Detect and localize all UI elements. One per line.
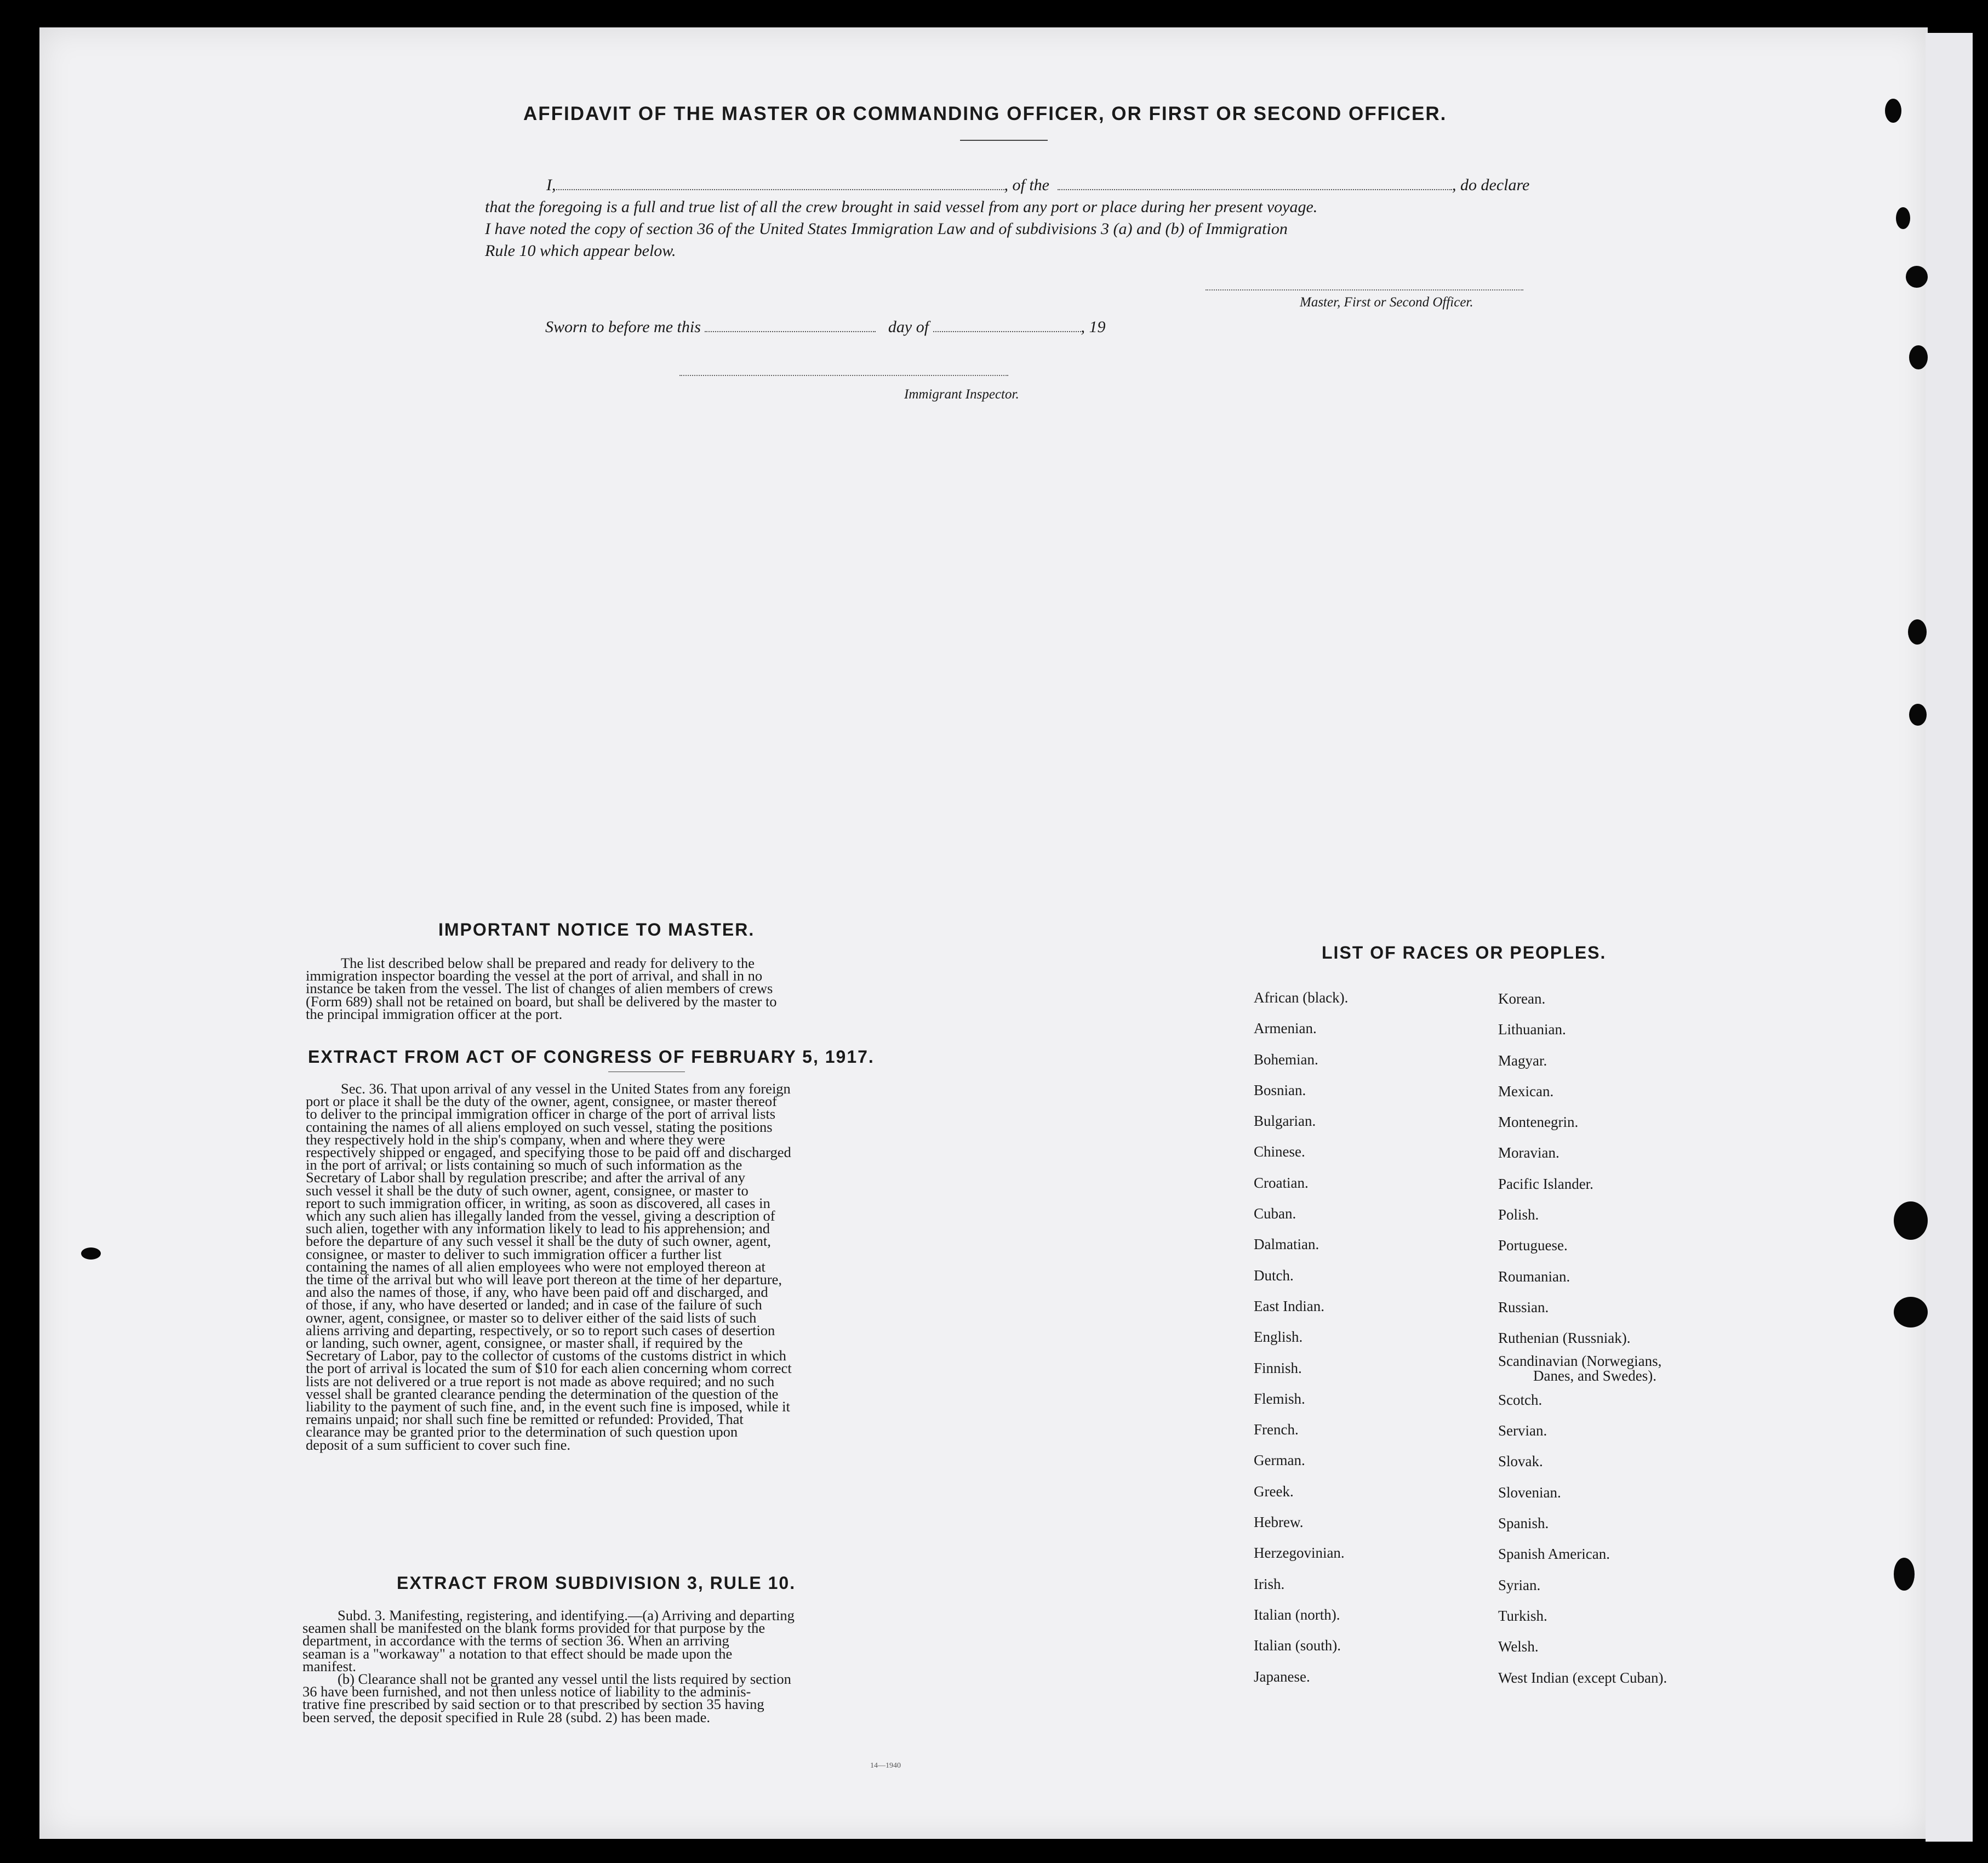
race-item: English.	[1254, 1329, 1303, 1346]
race-item: Dalmatian.	[1254, 1236, 1319, 1253]
extract-act-text	[306, 1080, 948, 1453]
race-item: Scandinavian (Norwegians, Danes, and Swedes).	[1498, 1352, 1662, 1384]
notice-line: The list described below shall be prepared and ready for delivery to the	[341, 955, 755, 971]
act-line: liability to the payment of such fine, and, in the event such fine is imposed, while it	[306, 1398, 790, 1415]
binder-hole-2	[1906, 266, 1928, 288]
race-item: Cuban.	[1254, 1205, 1296, 1222]
race-item: Montenegrin.	[1498, 1114, 1579, 1131]
race-item: Moravian.	[1498, 1144, 1559, 1161]
month-field[interactable]	[933, 331, 1081, 332]
affidavit-text	[485, 174, 1545, 262]
race-item: French.	[1254, 1421, 1299, 1438]
race-item: Mexican.	[1498, 1083, 1554, 1099]
act-line: in the port of arrival; or lists containing so much of such information as the	[306, 1156, 742, 1173]
race-item: Lithuanian.	[1498, 1021, 1566, 1038]
act-line: to deliver to the principal immigration officer in charge of the port of arrival lists	[306, 1106, 776, 1123]
race-item: Korean.	[1498, 990, 1546, 1007]
race-item: Servian.	[1498, 1422, 1547, 1439]
form-number: 14—1940	[870, 1762, 901, 1770]
master-signature-line[interactable]	[1206, 289, 1523, 290]
race-item: Finnish.	[1254, 1359, 1302, 1376]
year-label: , 19	[1081, 318, 1106, 336]
act-line: which any such alien has illegally landed from the vessel, giving a description of	[306, 1207, 775, 1224]
binder-hole-3	[1909, 345, 1928, 369]
race-item: Italian (south).	[1254, 1637, 1341, 1654]
race-item: Spanish.	[1498, 1515, 1549, 1532]
notice-line: the principal immigration officer at the port.	[306, 1005, 563, 1022]
rule-line: seaman is a "workaway" a notation to that effect should be made upon the	[302, 1645, 733, 1662]
binder-hole-6	[1894, 1201, 1928, 1240]
race-item: Syrian.	[1498, 1576, 1541, 1593]
act-line: owner, agent, consignee, or master so to deliver either of the said lists of such	[306, 1309, 757, 1326]
race-item: Roumanian.	[1498, 1268, 1570, 1285]
act-line: report to such immigration officer, in writing, as soon as discovered, all cases in	[306, 1194, 770, 1211]
affidavit-line-1	[485, 174, 1545, 196]
binder-hole-1	[1896, 207, 1910, 229]
race-item: Irish.	[1254, 1575, 1285, 1592]
race-item: West Indian (except Cuban).	[1498, 1669, 1667, 1686]
race-item: Hebrew.	[1254, 1514, 1304, 1531]
affidavit-line-2: that the foregoing is a full and true list of all the crew brought in said vessel from any port or place during her present voyage.	[485, 198, 1318, 216]
act-line: port or place it shall be the duty of the owner, agent, consignee, or master thereof	[306, 1093, 777, 1110]
rule-line: manifest.	[302, 1657, 356, 1674]
race-item: Portuguese.	[1498, 1237, 1568, 1254]
act-line: lists are not delivered or a true report is not made as above required; and no such	[306, 1372, 775, 1389]
affidavit-line-3: I have noted the copy of section 36 of the United States Immigration Law and of subdivisions 3 (a) and (b) of Immigration	[485, 220, 1288, 238]
inspector-label: Immigrant Inspector.	[904, 387, 1019, 402]
act-line: aliens arriving and departing, respectively, or so to report such cases of desertion	[306, 1321, 775, 1338]
vessel-field[interactable]	[1058, 189, 1452, 190]
race-item: Spanish American.	[1498, 1546, 1610, 1563]
act-line: respectively shipped or engaged, and specifying those to be paid off and discharged	[306, 1144, 791, 1161]
race-item: Bosnian.	[1254, 1081, 1306, 1098]
day-of-label: day of	[888, 318, 929, 336]
act-line: clearance may be granted prior to the determination of such question upon	[306, 1423, 738, 1440]
rule-line: 36 have been furnished, and not then unless notice of liability to the adminis-	[302, 1683, 751, 1700]
race-item: Chinese.	[1254, 1143, 1305, 1160]
page-edge	[1926, 33, 1973, 1842]
punch-mark	[81, 1247, 101, 1260]
act-line: vessel shall be granted clearance pending the determination of the question of the	[306, 1385, 779, 1402]
extract-rule-heading: EXTRACT FROM SUBDIVISION 3, RULE 10.	[397, 1573, 796, 1593]
notice-line: instance be taken from the vessel. The list of changes of alien members of crews	[306, 980, 773, 997]
act-line: Secretary of Labor, pay to the collector of customs of the customs district in which	[306, 1347, 786, 1364]
sworn-label: Sworn to before me this	[545, 318, 701, 336]
race-item: Dutch.	[1254, 1267, 1294, 1284]
act-line: consignee, or master to deliver to such immigration officer a further list	[306, 1245, 722, 1262]
rule-line: been served, the deposit specified in Rule 28 (subd. 2) has been made.	[302, 1708, 710, 1725]
rule-line: seamen shall be manifested on the blank forms provided for that purpose by the	[302, 1620, 766, 1637]
race-item: Scotch.	[1498, 1391, 1543, 1408]
race-item: Turkish.	[1498, 1607, 1547, 1624]
race-item: Polish.	[1498, 1206, 1539, 1223]
extract-rule-text	[302, 1609, 947, 1724]
binder-hole-7	[1894, 1297, 1928, 1328]
act-line: of those, if any, who have deserted or landed; and in case of the failure of such	[306, 1296, 762, 1313]
race-item: Bohemian.	[1254, 1051, 1318, 1068]
notice-text	[306, 957, 948, 1021]
binder-hole-5	[1909, 704, 1927, 726]
race-item: Japanese.	[1254, 1668, 1310, 1685]
race-item: Slovak.	[1498, 1453, 1543, 1470]
race-item: Greek.	[1254, 1483, 1294, 1500]
race-item: Russian.	[1498, 1298, 1549, 1315]
binder-hole-4	[1908, 619, 1927, 645]
races-column-1	[1254, 982, 1348, 1692]
race-item: African (black).	[1254, 989, 1349, 1006]
binder-hole-9	[1885, 99, 1901, 123]
rule-line: Subd. 3. Manifesting, registering, and identifying.—(a) Arriving and departing	[338, 1607, 795, 1623]
race-item: Flemish.	[1254, 1390, 1305, 1407]
race-item: Welsh.	[1498, 1638, 1539, 1655]
act-line: Secretary of Labor shall by regulation prescribe; and after the arrival of any	[306, 1169, 746, 1186]
do-declare-label: , do declare	[1452, 176, 1530, 194]
races-heading: LIST OF RACES OR PEOPLES.	[1322, 943, 1607, 962]
race-item: German.	[1254, 1452, 1305, 1469]
race-item: Herzegovinian.	[1254, 1545, 1345, 1562]
title-rule	[960, 140, 1048, 141]
i-label: I,	[546, 176, 556, 194]
extract-act-heading: EXTRACT FROM ACT OF CONGRESS OF FEBRUARY 5, 1917.	[308, 1047, 875, 1067]
act-line: the port of arrival is located the sum of $10 for each alien concerning whom correct	[306, 1360, 792, 1377]
act-line: or landing, such owner, agent, consignee, or master shall, if required by the	[306, 1335, 743, 1352]
act-line: such alien, together with any information likely to lead to his apprehension; and	[306, 1220, 770, 1237]
notice-heading: IMPORTANT NOTICE TO MASTER.	[438, 920, 755, 939]
act-line: containing the names of all aliens employed on such vessel, stating the positions	[306, 1118, 773, 1135]
binder-hole-8	[1894, 1558, 1915, 1591]
affidavit-title: AFFIDAVIT OF THE MASTER OR COMMANDING OFFICER, OR FIRST OR SECOND OFFICER.	[523, 103, 1447, 124]
race-item: East Indian.	[1254, 1297, 1324, 1314]
act-line: such vessel it shall be the duty of such owner, agent, consignee, or master to	[306, 1182, 749, 1199]
act-line: containing the names of all alien employees who were not employed thereon at	[306, 1258, 766, 1275]
rule-line: (b) Clearance shall not be granted any vessel until the lists required by section	[338, 1671, 791, 1688]
rule-line: trative fine prescribed by said section or to that prescribed by section 35 having	[302, 1696, 764, 1713]
race-item: Armenian.	[1254, 1020, 1317, 1037]
act-line: and also the names of those, if any, who have been paid off and discharged, and	[306, 1284, 768, 1301]
notice-line: immigration inspector boarding the vessel at the port of arrival, and shall in no	[306, 967, 763, 984]
act-line: the time of the arrival but who will leave port thereon at the time of her departure,	[306, 1271, 782, 1288]
race-item: Italian (north).	[1254, 1606, 1340, 1623]
race-item: Magyar.	[1498, 1052, 1547, 1069]
race-item: Pacific Islander.	[1498, 1175, 1593, 1192]
sworn-line	[545, 318, 1106, 337]
inspector-signature-line[interactable]	[679, 375, 1008, 376]
day-field[interactable]	[705, 331, 876, 332]
act-line: they respectively hold in the ship's company, when and where they were	[306, 1131, 725, 1148]
act-line: remains unpaid; nor shall such fine be remitted or refunded: Provided, That	[306, 1411, 744, 1428]
act-line: deposit of a sum sufficient to cover such fine.	[306, 1436, 571, 1453]
notice-line: (Form 689) shall not be retained on board, but shall be delivered by the master to	[306, 993, 777, 1010]
race-item: Bulgarian.	[1254, 1113, 1316, 1130]
race-item: Slovenian.	[1498, 1484, 1561, 1501]
races-column-2	[1498, 983, 1667, 1693]
of-the-label: , of the	[1004, 176, 1049, 194]
name-field[interactable]	[556, 189, 1004, 190]
race-item: Ruthenian (Russniak).	[1498, 1330, 1631, 1347]
act-line: Sec. 36. That upon arrival of any vessel in the United States from any foreign	[341, 1080, 791, 1097]
race-item: Croatian.	[1254, 1174, 1309, 1191]
act-line: before the departure of any such vessel it shall be the duty of such owner, agent,	[306, 1233, 771, 1250]
rule-line: department, in accordance with the terms of section 36. When an arriving	[302, 1632, 729, 1649]
master-signature-label: Master, First or Second Officer.	[1300, 295, 1473, 310]
affidavit-line-4: Rule 10 which appear below.	[485, 242, 676, 260]
